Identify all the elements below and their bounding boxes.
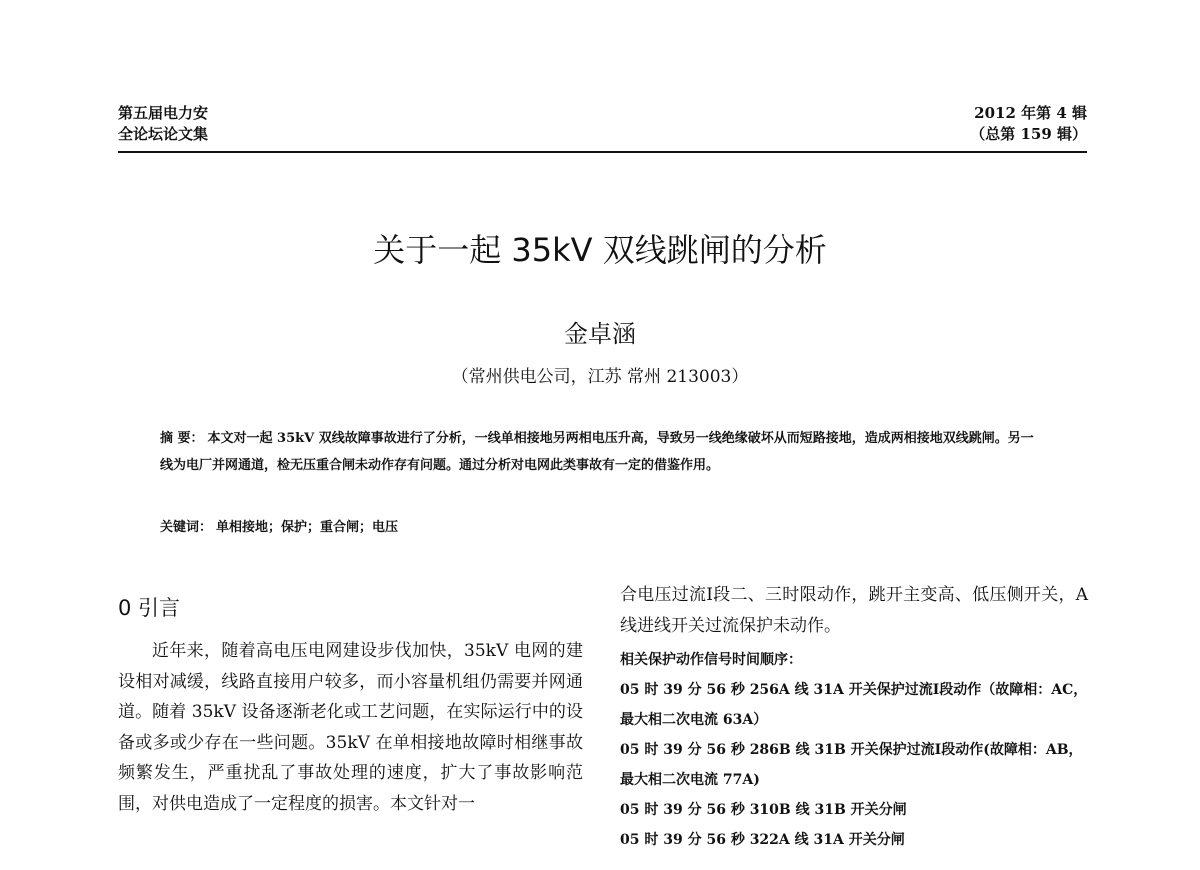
continued-paragraph: 合电压过流Ⅰ段二、三时限动作，跳开主变高、低压侧开关，A 线进线开关过流保护未动作。 — [620, 585, 1088, 636]
keywords — [160, 516, 398, 535]
journal-name — [118, 103, 208, 145]
abstract-text: 本文对一起 35kV 双线故障事故进行了分析，一线单相接地另两相电压升高，导致另一线绝缘破坏从而短路接地，造成两相接地双线跳闸。另一线为电厂并网通道，检无压重合闸未动作存有问题。通过分析对电网此类事故有一定的借鉴作用。 — [160, 431, 1034, 473]
event-item: 05 时 39 分 56 秒 310B 线 31B 开关分闸 — [620, 802, 907, 818]
left-column — [118, 592, 583, 819]
keywords-label: 关键词： — [160, 520, 213, 535]
right-column — [620, 580, 1088, 855]
header-rule — [118, 151, 1087, 153]
journal-name-line1: 第五届电力安 — [118, 104, 209, 122]
section-heading: 0 引言 — [118, 596, 181, 620]
affiliation: （常州供电公司，江苏 常州 213003） — [451, 367, 749, 387]
event-item: 05 时 39 分 56 秒 286B 线 31B 开关保护过流Ⅰ段动作(故障相：AB，最大相二次电流 77A) — [620, 742, 1083, 788]
keywords-text: 单相接地；保护；重合闸；电压 — [216, 520, 399, 535]
event-item: 05 时 39 分 56 秒 322A 线 31A 开关分闸 — [620, 832, 905, 848]
sequence-heading: 相关保护动作信号时间顺序： — [620, 652, 802, 668]
event-item: 05 时 39 分 56 秒 256A 线 31A 开关保护过流Ⅰ段动作（故障相：AC，最大相二次电流 63A） — [620, 682, 1088, 728]
abstract — [160, 425, 1040, 479]
author: 金卓涵 — [564, 320, 636, 348]
issue-year: 2012 年第 4 辑 — [974, 104, 1087, 122]
paper-title: 关于一起 35kV 双线跳闸的分析 — [373, 231, 827, 269]
issue-total: （总第 159 辑） — [970, 125, 1087, 143]
abstract-label: 摘 要： — [160, 431, 204, 446]
intro-paragraph: 近年来，随着高电压电网建设步伐加快，35kV 电网的建设相对减缓，线路直接用户较多，而小容量机组仍需要并网通道。随着 35kV 设备逐渐老化或工艺问题，在实际运行中的设备或多或少存在一些问题。35kV 在单相接地故障时相继事故频繁发生，严重扰乱了事故处理的速度，扩大了事故影响范围，对供电造成了一定程度的损害。本文针对一 — [118, 641, 583, 814]
issue-info — [970, 103, 1087, 145]
journal-name-line2: 全论坛论文集 — [118, 125, 209, 143]
